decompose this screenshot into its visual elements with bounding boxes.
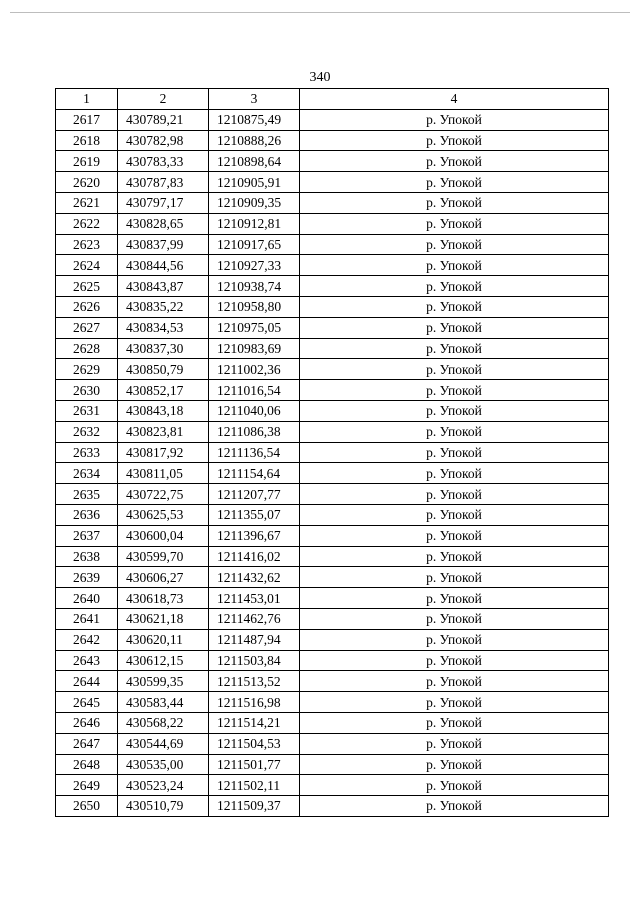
table-row [56, 671, 609, 692]
cell-x-coordinate: 430544,69 [118, 733, 209, 754]
cell-x-coordinate: 430789,21 [118, 109, 209, 130]
cell-description: р. Упокой [300, 255, 609, 276]
cell-y-coordinate: 1211355,07 [209, 504, 300, 525]
cell-point-number: 2629 [56, 359, 118, 380]
table-row [56, 380, 609, 401]
table-row [56, 692, 609, 713]
cell-x-coordinate: 430600,04 [118, 525, 209, 546]
cell-description: р. Упокой [300, 109, 609, 130]
cell-x-coordinate: 430625,53 [118, 504, 209, 525]
cell-x-coordinate: 430618,73 [118, 588, 209, 609]
table-row [56, 192, 609, 213]
cell-point-number: 2641 [56, 608, 118, 629]
cell-y-coordinate: 1210898,64 [209, 151, 300, 172]
cell-x-coordinate: 430722,75 [118, 484, 209, 505]
table-row [56, 796, 609, 817]
cell-description: р. Упокой [300, 130, 609, 151]
cell-y-coordinate: 1210927,33 [209, 255, 300, 276]
table-row [56, 421, 609, 442]
table-row [56, 442, 609, 463]
cell-point-number: 2647 [56, 733, 118, 754]
cell-y-coordinate: 1210912,81 [209, 213, 300, 234]
cell-y-coordinate: 1211503,84 [209, 650, 300, 671]
cell-description: р. Упокой [300, 733, 609, 754]
cell-y-coordinate: 1210888,26 [209, 130, 300, 151]
cell-description: р. Упокой [300, 380, 609, 401]
cell-point-number: 2630 [56, 380, 118, 401]
cell-point-number: 2638 [56, 546, 118, 567]
header-cell-x-coordinate: 2 [118, 89, 209, 110]
cell-description: р. Упокой [300, 213, 609, 234]
cell-point-number: 2639 [56, 567, 118, 588]
cell-y-coordinate: 1211432,62 [209, 567, 300, 588]
cell-y-coordinate: 1211002,36 [209, 359, 300, 380]
table-row [56, 712, 609, 733]
table-row [56, 484, 609, 505]
cell-y-coordinate: 1210975,05 [209, 317, 300, 338]
table-row [56, 255, 609, 276]
cell-description: р. Упокой [300, 317, 609, 338]
cell-x-coordinate: 430787,83 [118, 172, 209, 193]
cell-point-number: 2625 [56, 276, 118, 297]
table-row [56, 608, 609, 629]
cell-point-number: 2646 [56, 712, 118, 733]
cell-point-number: 2627 [56, 317, 118, 338]
cell-point-number: 2628 [56, 338, 118, 359]
cell-point-number: 2622 [56, 213, 118, 234]
cell-x-coordinate: 430834,53 [118, 317, 209, 338]
cell-description: р. Упокой [300, 671, 609, 692]
cell-y-coordinate: 1211501,77 [209, 754, 300, 775]
cell-description: р. Упокой [300, 421, 609, 442]
cell-y-coordinate: 1210938,74 [209, 276, 300, 297]
cell-description: р. Упокой [300, 712, 609, 733]
header-cell-description: 4 [300, 89, 609, 110]
cell-description: р. Упокой [300, 650, 609, 671]
table-row [56, 234, 609, 255]
cell-description: р. Упокой [300, 359, 609, 380]
cell-point-number: 2624 [56, 255, 118, 276]
cell-y-coordinate: 1211514,21 [209, 712, 300, 733]
cell-point-number: 2637 [56, 525, 118, 546]
table-row [56, 172, 609, 193]
cell-x-coordinate: 430843,18 [118, 400, 209, 421]
table-row [56, 629, 609, 650]
cell-y-coordinate: 1211502,11 [209, 775, 300, 796]
table-row [56, 754, 609, 775]
cell-x-coordinate: 430843,87 [118, 276, 209, 297]
cell-y-coordinate: 1210909,35 [209, 192, 300, 213]
table-row [56, 504, 609, 525]
cell-x-coordinate: 430599,35 [118, 671, 209, 692]
cell-x-coordinate: 430797,17 [118, 192, 209, 213]
cell-description: р. Упокой [300, 775, 609, 796]
cell-point-number: 2643 [56, 650, 118, 671]
cell-description: р. Упокой [300, 234, 609, 255]
header-row [56, 89, 609, 110]
coordinates-table [55, 88, 609, 817]
cell-description: р. Упокой [300, 192, 609, 213]
table-row [56, 296, 609, 317]
cell-x-coordinate: 430583,44 [118, 692, 209, 713]
cell-description: р. Упокой [300, 546, 609, 567]
cell-point-number: 2618 [56, 130, 118, 151]
scan-artifact-line [10, 12, 630, 13]
table-row [56, 400, 609, 421]
cell-description: р. Упокой [300, 463, 609, 484]
cell-x-coordinate: 430599,70 [118, 546, 209, 567]
cell-point-number: 2648 [56, 754, 118, 775]
cell-description: р. Упокой [300, 608, 609, 629]
table-row [56, 588, 609, 609]
header-cell-point-number: 1 [56, 89, 118, 110]
table-row [56, 775, 609, 796]
cell-x-coordinate: 430837,99 [118, 234, 209, 255]
page-number: 340 [309, 70, 331, 85]
table-row [56, 213, 609, 234]
cell-y-coordinate: 1211136,54 [209, 442, 300, 463]
cell-description: р. Упокой [300, 754, 609, 775]
cell-x-coordinate: 430620,11 [118, 629, 209, 650]
cell-point-number: 2617 [56, 109, 118, 130]
table-row [56, 463, 609, 484]
cell-point-number: 2645 [56, 692, 118, 713]
cell-y-coordinate: 1211207,77 [209, 484, 300, 505]
cell-description: р. Упокой [300, 151, 609, 172]
cell-y-coordinate: 1211462,76 [209, 608, 300, 629]
cell-x-coordinate: 430612,15 [118, 650, 209, 671]
cell-x-coordinate: 430837,30 [118, 338, 209, 359]
cell-point-number: 2635 [56, 484, 118, 505]
cell-x-coordinate: 430844,56 [118, 255, 209, 276]
cell-y-coordinate: 1211513,52 [209, 671, 300, 692]
header-cell-y-coordinate: 3 [209, 89, 300, 110]
cell-point-number: 2631 [56, 400, 118, 421]
cell-y-coordinate: 1211086,38 [209, 421, 300, 442]
cell-description: р. Упокой [300, 172, 609, 193]
table-row [56, 109, 609, 130]
cell-point-number: 2620 [56, 172, 118, 193]
cell-y-coordinate: 1210958,80 [209, 296, 300, 317]
cell-description: р. Упокой [300, 796, 609, 817]
table-row [56, 546, 609, 567]
table-row [56, 650, 609, 671]
cell-x-coordinate: 430523,24 [118, 775, 209, 796]
cell-description: р. Упокой [300, 588, 609, 609]
table-header [56, 89, 609, 110]
cell-x-coordinate: 430568,22 [118, 712, 209, 733]
table-row [56, 567, 609, 588]
cell-y-coordinate: 1211504,53 [209, 733, 300, 754]
table-row [56, 130, 609, 151]
cell-description: р. Упокой [300, 525, 609, 546]
cell-description: р. Упокой [300, 567, 609, 588]
cell-description: р. Упокой [300, 484, 609, 505]
cell-x-coordinate: 430621,18 [118, 608, 209, 629]
cell-point-number: 2640 [56, 588, 118, 609]
cell-x-coordinate: 430835,22 [118, 296, 209, 317]
cell-point-number: 2626 [56, 296, 118, 317]
cell-y-coordinate: 1211509,37 [209, 796, 300, 817]
cell-x-coordinate: 430783,33 [118, 151, 209, 172]
cell-point-number: 2644 [56, 671, 118, 692]
cell-x-coordinate: 430828,65 [118, 213, 209, 234]
cell-y-coordinate: 1210905,91 [209, 172, 300, 193]
cell-y-coordinate: 1211154,64 [209, 463, 300, 484]
table-row [56, 317, 609, 338]
cell-y-coordinate: 1210917,65 [209, 234, 300, 255]
cell-y-coordinate: 1210875,49 [209, 109, 300, 130]
cell-y-coordinate: 1211040,06 [209, 400, 300, 421]
cell-y-coordinate: 1211516,98 [209, 692, 300, 713]
cell-point-number: 2636 [56, 504, 118, 525]
cell-x-coordinate: 430606,27 [118, 567, 209, 588]
cell-point-number: 2621 [56, 192, 118, 213]
cell-point-number: 2632 [56, 421, 118, 442]
cell-description: р. Упокой [300, 338, 609, 359]
cell-x-coordinate: 430850,79 [118, 359, 209, 380]
cell-description: р. Упокой [300, 504, 609, 525]
cell-description: р. Упокой [300, 442, 609, 463]
cell-description: р. Упокой [300, 400, 609, 421]
table-row [56, 338, 609, 359]
cell-point-number: 2633 [56, 442, 118, 463]
cell-point-number: 2649 [56, 775, 118, 796]
cell-y-coordinate: 1211016,54 [209, 380, 300, 401]
cell-y-coordinate: 1211487,94 [209, 629, 300, 650]
cell-point-number: 2634 [56, 463, 118, 484]
cell-x-coordinate: 430782,98 [118, 130, 209, 151]
cell-point-number: 2650 [56, 796, 118, 817]
cell-y-coordinate: 1211396,67 [209, 525, 300, 546]
cell-y-coordinate: 1211453,01 [209, 588, 300, 609]
table-row [56, 733, 609, 754]
cell-x-coordinate: 430510,79 [118, 796, 209, 817]
table-body [56, 109, 609, 816]
cell-y-coordinate: 1211416,02 [209, 546, 300, 567]
table-row [56, 525, 609, 546]
table-row [56, 276, 609, 297]
cell-x-coordinate: 430852,17 [118, 380, 209, 401]
cell-description: р. Упокой [300, 296, 609, 317]
cell-description: р. Упокой [300, 692, 609, 713]
cell-x-coordinate: 430535,00 [118, 754, 209, 775]
cell-point-number: 2642 [56, 629, 118, 650]
cell-x-coordinate: 430817,92 [118, 442, 209, 463]
cell-description: р. Упокой [300, 629, 609, 650]
cell-point-number: 2619 [56, 151, 118, 172]
table-row [56, 151, 609, 172]
cell-y-coordinate: 1210983,69 [209, 338, 300, 359]
cell-point-number: 2623 [56, 234, 118, 255]
cell-x-coordinate: 430811,05 [118, 463, 209, 484]
cell-description: р. Упокой [300, 276, 609, 297]
cell-x-coordinate: 430823,81 [118, 421, 209, 442]
table-row [56, 359, 609, 380]
